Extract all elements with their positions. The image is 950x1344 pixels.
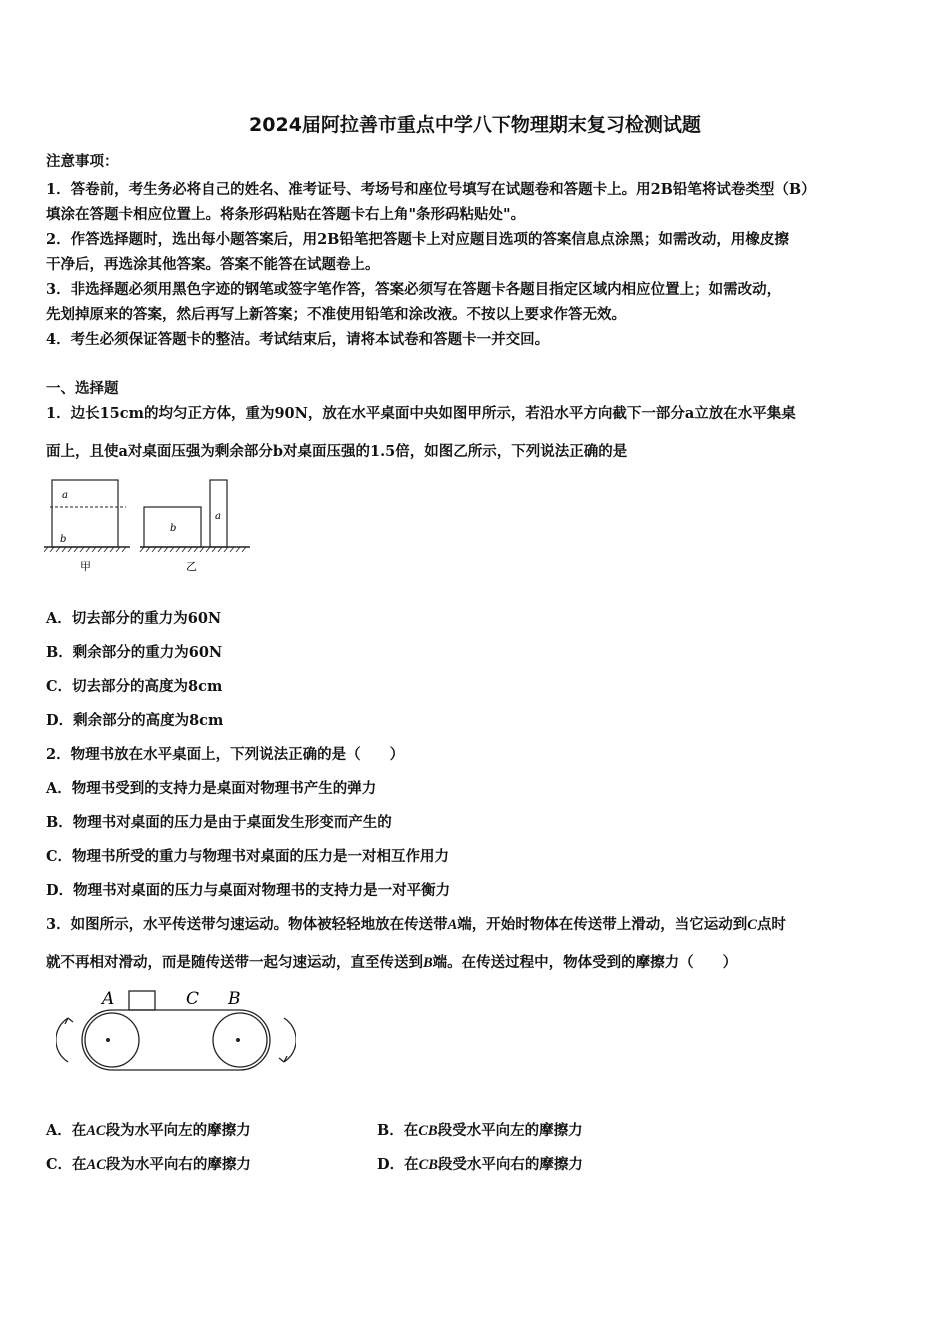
q1-option: D．剩余部分的高度为8cm xyxy=(46,712,224,729)
ground-hatch xyxy=(140,547,246,552)
rotation-arrow-right xyxy=(284,1018,296,1062)
section-heading: 一、选择题 xyxy=(46,380,119,397)
notice-line: 4．考生必须保证答题卡的整洁。考试结束后，请将本试卷和答题卡一并交回。 xyxy=(46,331,550,348)
q3-conveyor-figure xyxy=(56,984,296,1074)
belt-right-end xyxy=(240,1010,270,1070)
q3-stem: 就不再相对滑动，而是随传送带一起匀速运动，直至传送到B端。在传送过程中，物体受到的摩擦力（ ） xyxy=(46,954,738,971)
object-box xyxy=(129,991,155,1010)
ground-hatch xyxy=(44,547,126,552)
q3-option-b: B．在CB段受水平向左的摩擦力 xyxy=(377,1122,583,1139)
q3-option-c: C．在AC段为水平向右的摩擦力 xyxy=(46,1156,251,1173)
label-b: b xyxy=(170,523,177,534)
caption-yi: 乙 xyxy=(186,560,197,573)
q1-figure xyxy=(44,474,254,578)
rotation-arrow-left xyxy=(56,1018,68,1062)
label-B: B xyxy=(228,989,241,1009)
notice-line: 填涂在答题卡相应位置上。将条形码粘贴在答题卡右上角"条形码粘贴处"。 xyxy=(46,206,526,223)
right-axle xyxy=(236,1038,240,1042)
page-title: 2024届阿拉善市重点中学八下物理期末复习检测试题 xyxy=(249,114,701,136)
label-C: C xyxy=(186,989,200,1009)
q3-stem: 3．如图所示，水平传送带匀速运动。物体被轻轻地放在传送带A端，开始时物体在传送带上滑动，当它运动到C点时 xyxy=(46,916,786,933)
left-pulley xyxy=(85,1013,139,1067)
notice-line: 1．答卷前，考生务必将自己的姓名、准考证号、考场号和座位号填写在试题卷和答题卡上。用2B铅笔将试卷类型（B） xyxy=(46,181,816,198)
notice-line: 2．作答选择题时，选出每小题答案后，用2B铅笔把答题卡上对应题目选项的答案信息点涂黑；如需改动，用橡皮擦 xyxy=(46,231,789,248)
caption-jia: 甲 xyxy=(80,560,91,573)
q2-option: C．物理书所受的重力与物理书对桌面的压力是一对相互作用力 xyxy=(46,848,450,865)
notice-heading: 注意事项： xyxy=(46,153,119,170)
q3-option-a: A．在AC段为水平向左的摩擦力 xyxy=(46,1122,251,1139)
q1-option: A．切去部分的重力为60N xyxy=(46,610,222,627)
q1-option: B．剩余部分的重力为60N xyxy=(46,644,223,661)
q1-option: C．切去部分的高度为8cm xyxy=(46,678,223,695)
q3-option-d: D．在CB段受水平向右的摩擦力 xyxy=(377,1156,583,1173)
label-a: a xyxy=(215,511,221,522)
q2-option: A．物理书受到的支持力是桌面对物理书产生的弹力 xyxy=(46,780,377,797)
q1-stem: 面上，且使a对桌面压强为剩余部分b对桌面压强的1.5倍，如图乙所示，下列说法正确的是 xyxy=(46,443,628,460)
q2-option: D．物理书对桌面的压力与桌面对物理书的支持力是一对平衡力 xyxy=(46,882,451,899)
label-a: a xyxy=(62,490,68,501)
notice-line: 3．非选择题必须用黑色字迹的钢笔或签字笔作答，答案必须写在答题卡各题目指定区域内相应位置上；如需改动， xyxy=(46,281,782,298)
notice-line: 干净后，再选涂其他答案。答案不能答在试题卷上。 xyxy=(46,256,380,273)
notice-line: 先划掉原来的答案，然后再写上新答案；不准使用铅笔和涂改液。不按以上要求作答无效。 xyxy=(46,306,626,323)
label-b: b xyxy=(60,534,67,545)
q1-stem: 1．边长15cm的均匀正方体，重为90N，放在水平桌面中央如图甲所示，若沿水平方向截下一部分a立放在水平集桌 xyxy=(46,405,796,422)
left-axle xyxy=(106,1038,110,1042)
q2-stem: 2．物理书放在水平桌面上，下列说法正确的是（ ） xyxy=(46,746,405,763)
label-A: A xyxy=(102,989,115,1009)
q2-option: B．物理书对桌面的压力是由于桌面发生形变而产生的 xyxy=(46,814,392,831)
